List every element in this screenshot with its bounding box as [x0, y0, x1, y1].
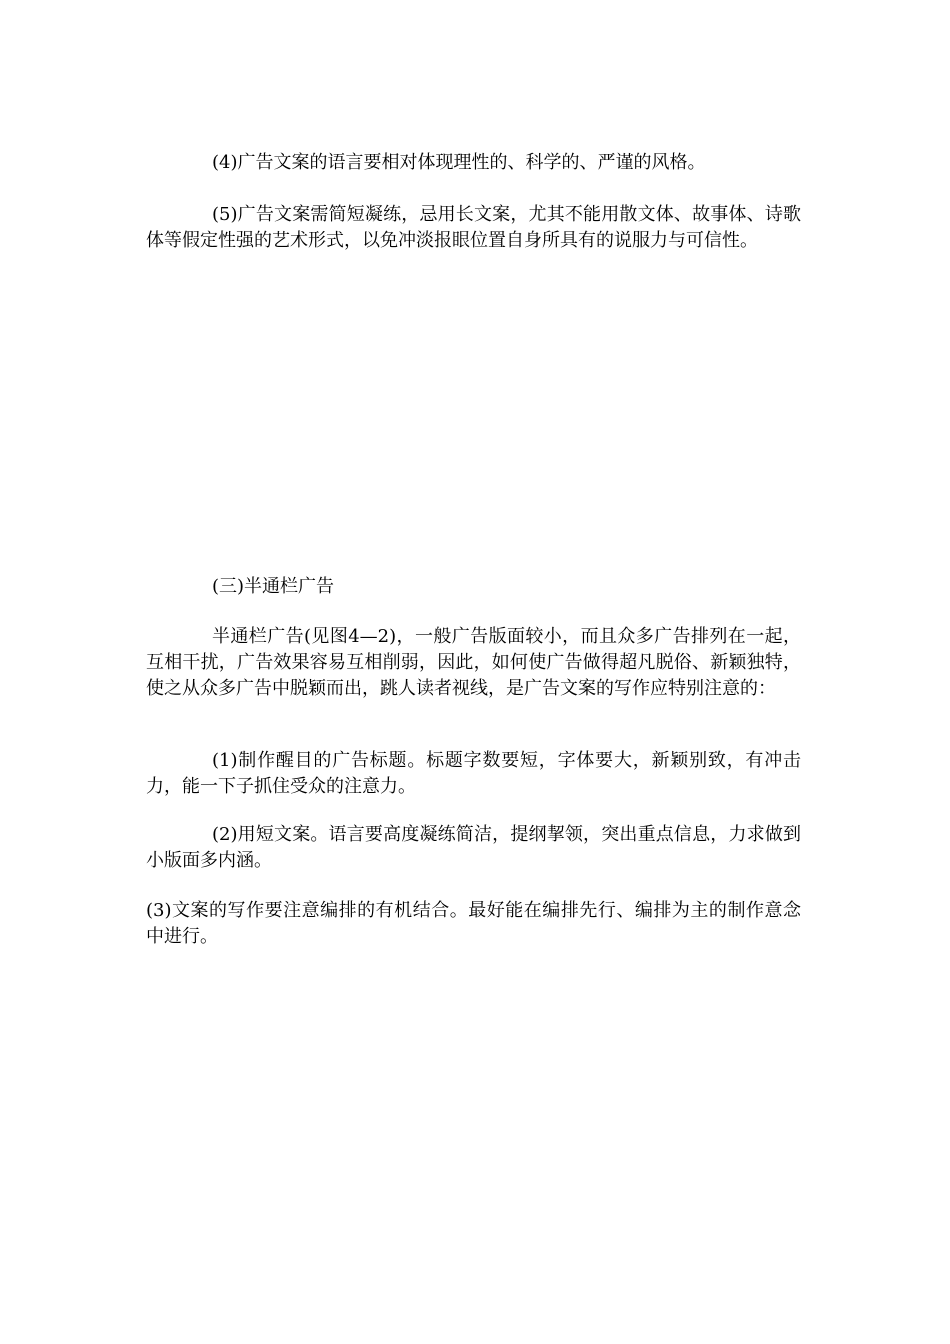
paragraph-item-1: (1)制作醒目的广告标题。标题字数要短，字体要大，新颖别致，有冲击力，能一下子抓住受众的注意力。: [146, 750, 801, 797]
section-heading: (三)半通栏广告: [212, 576, 335, 597]
paragraph-item-5: (5)广告文案需简短凝练，忌用长文案，尤其不能用散文体、故事体、诗歌体等假定性强的艺术形式，以免冲淡报眼位置自身所具有的说服力与可信性。: [146, 204, 801, 251]
paragraph-item-4: (4)广告文案的语言要相对体现理性的、科学的、严谨的风格。: [212, 152, 706, 173]
paragraph-item-3: (3)文案的写作要注意编排的有机结合。最好能在编排先行、编排为主的制作意念中进行。: [146, 900, 801, 947]
paragraph-half-banner-intro: 半通栏广告(见图4—2)，一般广告版面较小，而且众多广告排列在一起，互相干扰，广告效果容易互相削弱，因此，如何使广告做得超凡脱俗、新颖独特，使之从众多广告中脱颖而出，跳人读者视线，是广告文案的写作应特别注意的：: [146, 626, 801, 699]
paragraph-item-2: (2)用短文案。语言要高度凝练简洁，提纲挈领，突出重点信息，力求做到小版面多内涵。: [146, 824, 801, 871]
